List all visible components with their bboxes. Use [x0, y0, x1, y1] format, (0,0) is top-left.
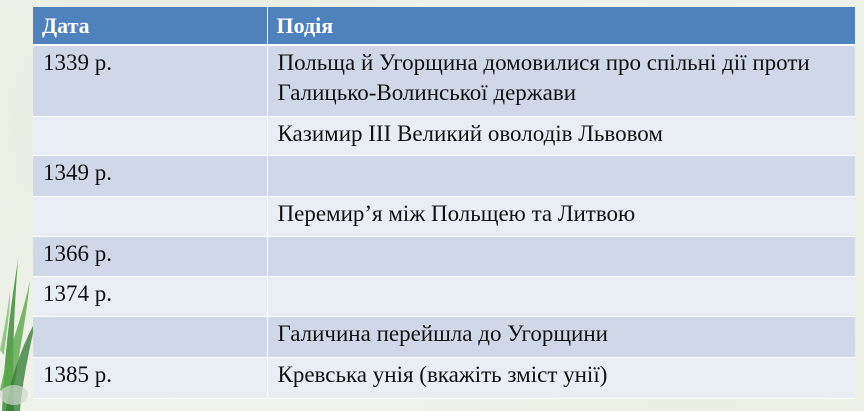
table-header-row [33, 7, 855, 45]
table-row [33, 237, 855, 277]
events-table [33, 7, 855, 399]
event-cell [267, 277, 855, 317]
table-row [33, 45, 855, 117]
table-row [33, 317, 855, 358]
event-cell: Галичина перейшла до Угорщини [267, 317, 855, 358]
event-cell: Перемир’я між Польщею та Литвою [267, 197, 855, 237]
event-cell: Польща й Угорщина домовилися про спільні дії проти Галицько-Волинської держави [267, 45, 855, 117]
table-row [33, 277, 855, 317]
event-cell: Кревська унія (вкажіть зміст унії) [267, 358, 855, 399]
date-cell: 1366 р. [33, 237, 267, 277]
date-cell: 1349 р. [33, 156, 267, 197]
event-cell: Казимир III Великий оволодів Львовом [267, 117, 855, 156]
event-cell [267, 156, 855, 197]
table-row [33, 117, 855, 156]
table-row [33, 358, 855, 399]
table-row [33, 156, 855, 197]
event-column-header: Подія [267, 7, 855, 45]
event-cell [267, 237, 855, 277]
table-row [33, 197, 855, 237]
date-cell [33, 197, 267, 237]
date-cell: 1339 р. [33, 45, 267, 117]
events-table-container [33, 7, 855, 403]
date-column-header: Дата [33, 7, 267, 45]
date-cell: 1374 р. [33, 277, 267, 317]
date-cell: 1385 р. [33, 358, 267, 399]
date-cell [33, 317, 267, 358]
date-cell [33, 117, 267, 156]
